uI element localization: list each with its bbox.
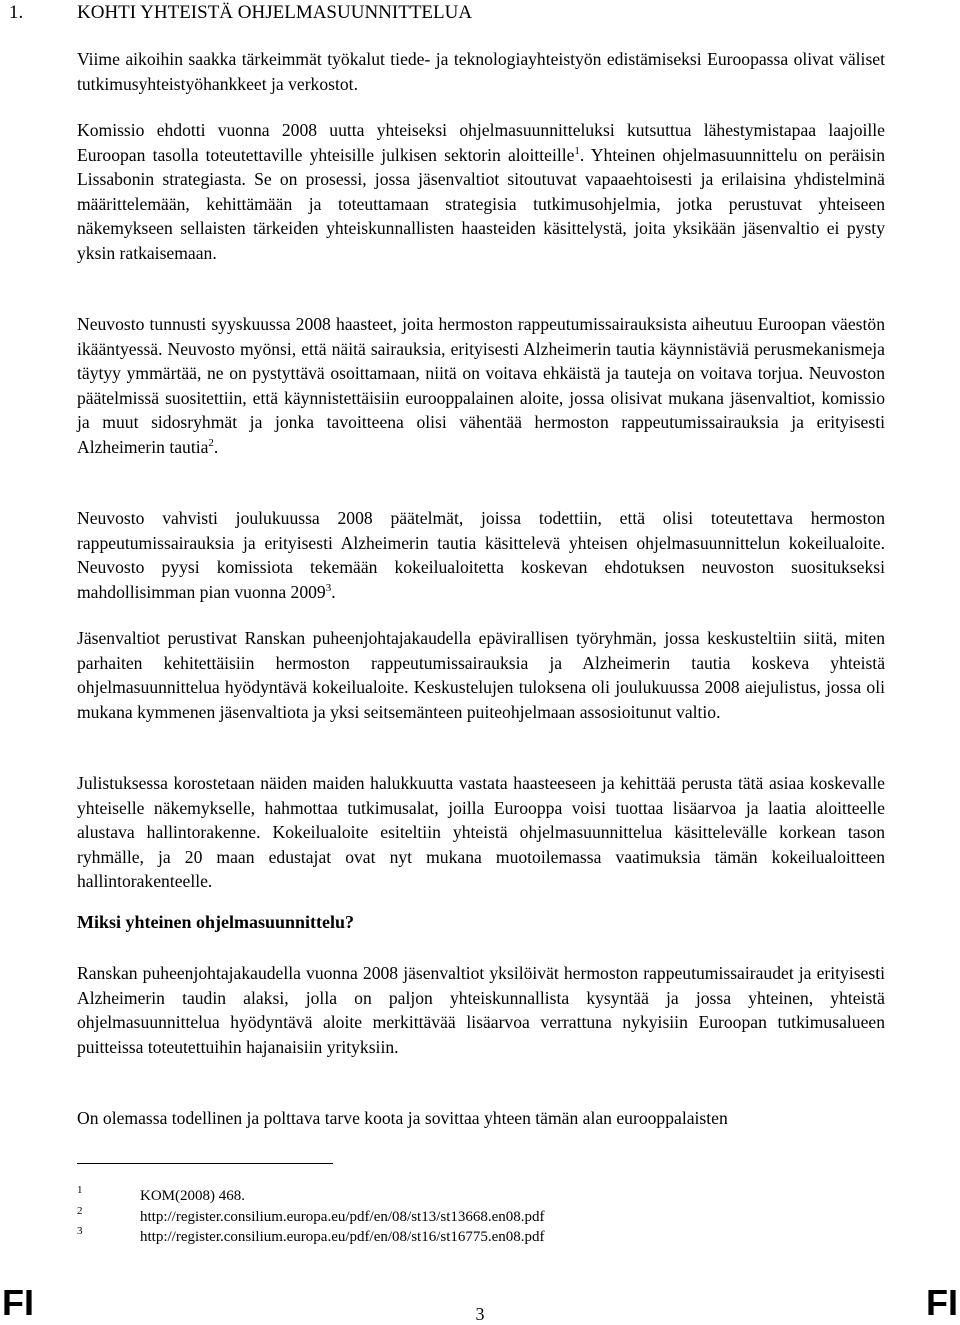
footnote-2 [77,1205,877,1229]
section-title: KOHTI YHTEISTÄ OHJELMASUUNNITTELUA [77,2,473,23]
footnote-ref-1[interactable]: 1 [574,144,580,157]
paragraph-declaration [77,771,885,894]
paragraph-text: Julistuksessa korostetaan näiden maiden halukkuutta vastata haasteeseen ja kehittää perusta tätä asiaa koskevalle yhteiselle näkemykselle, hahmottaa tutkimusalat, joilla Eurooppa voisi tuottaa lisäarvoa ja laatia aloitteelle alustava hallintorakenne. Kokeilualoite esiteltiin yhteistä ohjelmasuunnittelua käsittelevälle korkean tason ryhmälle, ja 20 maan edustajat ovat nyt mukana muotoilemassa vaatimuksia tämän kokeilualoitteen hallintorakenteelle. [77,773,885,892]
paragraph-text: Viime aikoihin saakka tärkeimmät työkalut tiede- ja teknologiayhteistyön edistämiseksi Euroopassa olivat väliset tutkimusyhteistyöhankkeet ja verkostot. [77,49,885,94]
paragraph-text: . [213,436,219,457]
footnote-mark: 3 [77,1225,83,1237]
paragraph-intro [77,47,885,96]
page-number: 3 [475,1304,485,1324]
paragraph-text: On olemassa todellinen ja polttava tarve koota ja sovittaa yhteen tämän alan eurooppalaisten [77,1108,728,1128]
footnote-divider [77,1163,333,1164]
paragraph-text: . Yhteinen ohjelmasuunnittelu on peräisin Lissabonin strategiasta. Se on prosessi, jossa jäsenvaltiot sitoutuvat vapaaehtoisesti ja erilaisina yhdistelminä määrittelemään, kehittämään ja toteuttamaan strategisia tutkimusohjelmia, jotka perustuvat yhteiseen näkemykseen sellaisten tärkeiden yhteiskunnallisten haasteiden käsittelystä, joita yksikään jäsenvaltio ei pysty yksin ratkaisemaan. [77,144,885,263]
footnote-mark: 2 [77,1205,83,1217]
paragraph-text: Neuvosto tunnusti syyskuussa 2008 haasteet, joita hermoston rappeutumissairauksista aiheutuu Euroopan väestön ikääntyessä. Neuvosto myönsi, että näitä sairauksia, erityisesti Alzheimerin tautia käynnistäviä perusmekanismeja täytyy ymmärtää, ne on pystyttävä osoittamaan, niitä on voitava ehkäistä ja tauteja on voitava torjua. Neuvoston päätelmissä suositettiin, että käynnistettäisiin eurooppalainen aloite, jossa olisivat mukana jäsenvaltiot, komissio ja muut sidosryhmät ja jonka tavoitteena olisi vähentää hermoston rappeutumissairauksia ja erityisesti Alzheimerin tautia [77,314,885,457]
paragraph-council-dec [77,506,885,604]
paragraph-why [77,961,885,1059]
paragraph-text: . [331,581,336,602]
footnote-link[interactable]: http://register.consilium.europa.eu/pdf/en/08/st16/st16775.en08.pdf [140,1229,545,1245]
paragraph-need [77,1106,885,1131]
footnote-ref-3[interactable]: 3 [325,581,332,594]
footnote-3 [77,1225,877,1249]
section-number: 1. [9,2,24,23]
footnote-1 [77,1184,877,1208]
footnote-ref-2[interactable]: 2 [208,437,214,450]
footer-language-left: FI [2,1282,34,1323]
footnote-link[interactable]: http://register.consilium.europa.eu/pdf/en/08/st13/st13668.en08.pdf [140,1209,545,1225]
footer-language-right: FI [926,1282,958,1323]
paragraph-text: Neuvosto vahvisti joulukuussa 2008 päätelmät, joissa todettiin, että olisi toteutettava hermoston rappeutumissairauksia ja erityisesti Alzheimerin tautia käsittelevä yhteisen ohjelmasuunnittelun kokeilualoite. Neuvosto pyysi komissiota tekemään kokeilualoitetta koskevan ehdotuksen neuvoston suositukseksi mahdollisimman pian vuonna 2009 [77,508,885,602]
paragraph-member-states [77,626,885,724]
paragraph-commission [77,118,885,266]
footnote-text: KOM(2008) 468. [140,1188,245,1204]
section-heading [9,2,473,24]
subheading: Miksi yhteinen ohjelmasuunnittelu? [77,912,355,932]
paragraph-council-sept [77,312,885,460]
paragraph-text: Ranskan puheenjohtajakaudella vuonna 2008 jäsenvaltiot yksilöivät hermoston rappeutumissairaudet ja erityisesti Alzheimerin taudin alaksi, jolla on paljon yhteiskunnallista kysyntää ja jossa yhteinen, yhteistä ohjelmasuunnittelua hyödyntävä aloite merkittävää lisäarvoa verrattuna nykyisiin Euroopan tutkimusalueen puitteissa toteutettuihin hajanaisiin yrityksiin. [77,963,885,1057]
paragraph-text: Komissio ehdotti vuonna 2008 uutta yhteiseksi ohjelmasuunnitteluksi kutsuttua lähestymistapaa laajoille Euroopan tasolla toteutettaville yhteisille julkisen sektorin aloitteille [77,120,885,165]
paragraph-text: Jäsenvaltiot perustivat Ranskan puheenjohtajakaudella epävirallisen työryhmän, jossa keskusteltiin siitä, miten parhaiten kehitettäisiin hermoston rappeutumissairauksia ja Alzheimerin tautia koskeva yhteistä ohjelmasuunnittelua hyödyntävä kokeilualoite. Keskustelujen tuloksena oli joulukuussa 2008 aiejulistus, jossa oli mukana kymmenen jäsenvaltiota ja yksi seitsemänteen puiteohjelmaan assosioitunut valtio. [77,628,885,722]
footnote-mark: 1 [77,1184,83,1196]
